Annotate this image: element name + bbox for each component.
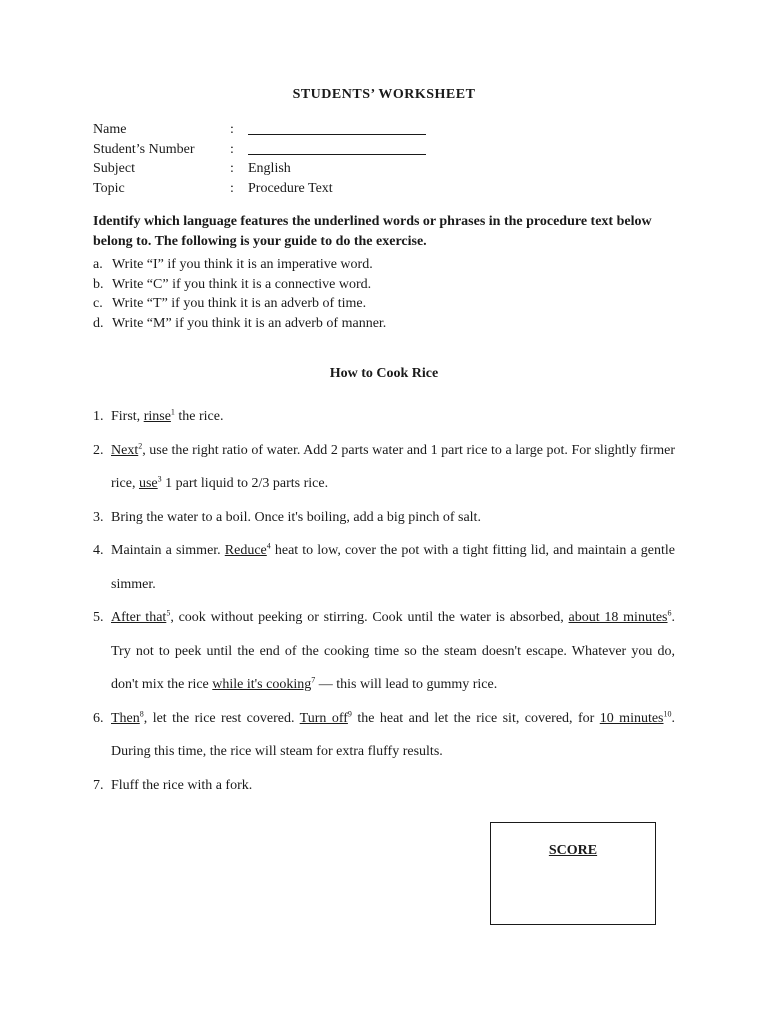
step-text-segment: heat to low, cover the pot with a tight fitting lid, and maintain a gentle simmer. bbox=[111, 543, 675, 592]
recipe-step bbox=[93, 769, 675, 803]
underlined-phrase: Then bbox=[111, 710, 140, 726]
footnote-number: 5 bbox=[166, 608, 171, 618]
step-number: 3. bbox=[93, 509, 104, 525]
guide-item bbox=[93, 275, 683, 295]
step-number: 4. bbox=[93, 543, 104, 558]
recipe-step bbox=[93, 501, 675, 535]
footnote-number: 4 bbox=[266, 541, 271, 551]
underlined-phrase: while it's cooking bbox=[212, 677, 312, 692]
student-info-table bbox=[93, 120, 426, 198]
footnote-number: 2 bbox=[138, 440, 143, 450]
info-row-subject bbox=[93, 159, 426, 179]
underlined-phrase: rinse bbox=[143, 409, 171, 424]
step-text bbox=[111, 534, 675, 601]
step-text bbox=[111, 702, 675, 769]
recipe-steps-list bbox=[93, 400, 675, 802]
step-text bbox=[111, 400, 675, 434]
step-text-segment: the rice. bbox=[174, 409, 224, 424]
step-text bbox=[111, 434, 675, 501]
guide-text: Write “M” if you think it is an adverb of manner. bbox=[112, 315, 387, 331]
info-colon: : bbox=[230, 141, 234, 157]
guide-letter: d. bbox=[93, 315, 104, 331]
info-row-topic bbox=[93, 179, 426, 199]
step-number: 5. bbox=[93, 610, 104, 625]
guide-list bbox=[93, 255, 683, 333]
step-number: 6. bbox=[93, 710, 104, 726]
footnote-number: 7 bbox=[311, 675, 316, 685]
info-label: Student’s Number bbox=[93, 141, 195, 157]
instructions-text: Identify which language features the underlined words or phrases in the procedure text below belong to. The following is your guide to do the exercise. bbox=[93, 214, 652, 249]
step-text bbox=[111, 501, 675, 535]
recipe-step bbox=[93, 534, 675, 601]
step-text bbox=[111, 601, 675, 702]
info-row-student-number bbox=[93, 140, 426, 160]
topic-value: Procedure Text bbox=[248, 180, 333, 196]
step-text-segment: . Try not to peek until the end of the cooking time so the steam doesn't escape. Whatever you do, don't mix the rice bbox=[111, 610, 676, 692]
step-text-segment: — this will lead to gummy rice. bbox=[315, 677, 498, 692]
underlined-phrase: Turn off bbox=[299, 710, 348, 726]
footnote-number: 1 bbox=[170, 407, 175, 417]
recipe-step bbox=[93, 601, 675, 702]
score-label: SCORE bbox=[548, 843, 598, 858]
guide-item bbox=[93, 255, 683, 275]
footnote-number: 6 bbox=[667, 608, 672, 618]
info-colon: : bbox=[230, 122, 234, 137]
info-row-name bbox=[93, 120, 426, 140]
footnote-number: 9 bbox=[347, 708, 352, 718]
guide-item bbox=[93, 294, 683, 314]
guide-text: Write “I” if you think it is an imperative word. bbox=[112, 257, 373, 272]
underlined-phrase: about 18 minutes bbox=[568, 610, 668, 625]
underlined-phrase: use bbox=[138, 476, 158, 491]
step-text-segment: Bring the water to a boil. Once it's boiling, add a big pinch of salt. bbox=[111, 509, 481, 525]
name-field[interactable] bbox=[248, 120, 426, 140]
name-blank-line bbox=[248, 120, 426, 135]
info-colon: : bbox=[230, 180, 234, 196]
subject-value: English bbox=[248, 161, 291, 176]
worksheet-title: STUDENTS’ WORKSHEET bbox=[292, 87, 476, 102]
step-text bbox=[111, 769, 675, 803]
step-text-segment: First, bbox=[111, 409, 144, 424]
recipe-step bbox=[93, 400, 675, 434]
step-text-segment: , use the right ratio of water. Add 2 parts water and 1 part rice to a large pot. For slightly firmer rice, bbox=[111, 442, 675, 491]
step-text-segment: Fluff the rice with a fork. bbox=[111, 777, 253, 793]
info-label: Name bbox=[93, 122, 127, 137]
recipe-step bbox=[93, 702, 675, 769]
step-text-segment: 1 part liquid to 2/3 parts rice. bbox=[161, 476, 329, 491]
student-number-field[interactable] bbox=[248, 140, 426, 160]
info-label: Topic bbox=[93, 180, 125, 196]
underlined-phrase: After that bbox=[111, 610, 167, 625]
step-number: 7. bbox=[93, 777, 104, 793]
underlined-phrase: Reduce bbox=[224, 543, 267, 558]
step-text-segment: the heat and let the rice sit, covered, for bbox=[351, 710, 600, 726]
guide-item bbox=[93, 314, 683, 334]
score-box bbox=[490, 822, 656, 925]
student-number-blank-line bbox=[248, 140, 426, 155]
guide-text: Write “C” if you think it is a connective word. bbox=[112, 276, 372, 292]
step-number: 2. bbox=[93, 442, 104, 458]
guide-letter: b. bbox=[93, 276, 104, 292]
step-text-segment: Maintain a simmer. bbox=[111, 543, 225, 558]
guide-letter: c. bbox=[93, 296, 103, 311]
recipe-title: How to Cook Rice bbox=[329, 366, 439, 381]
footnote-number: 10 bbox=[663, 708, 672, 718]
footnote-number: 3 bbox=[157, 474, 162, 484]
step-number: 1. bbox=[93, 409, 104, 424]
step-text-segment: . During this time, the rice will steam for extra fluffy results. bbox=[111, 710, 676, 759]
footnote-number: 8 bbox=[139, 708, 144, 718]
info-label: Subject bbox=[93, 161, 135, 176]
step-text-segment: , let the rice rest covered. bbox=[143, 710, 300, 726]
guide-letter: a. bbox=[93, 257, 103, 272]
info-colon: : bbox=[230, 161, 234, 176]
underlined-phrase: 10 minutes bbox=[599, 710, 664, 726]
guide-text: Write “T” if you think it is an adverb of time. bbox=[112, 296, 367, 311]
step-text-segment: , cook without peeking or stirring. Cook until the water is absorbed, bbox=[170, 610, 569, 625]
underlined-phrase: Next bbox=[111, 442, 139, 458]
recipe-step bbox=[93, 434, 675, 501]
